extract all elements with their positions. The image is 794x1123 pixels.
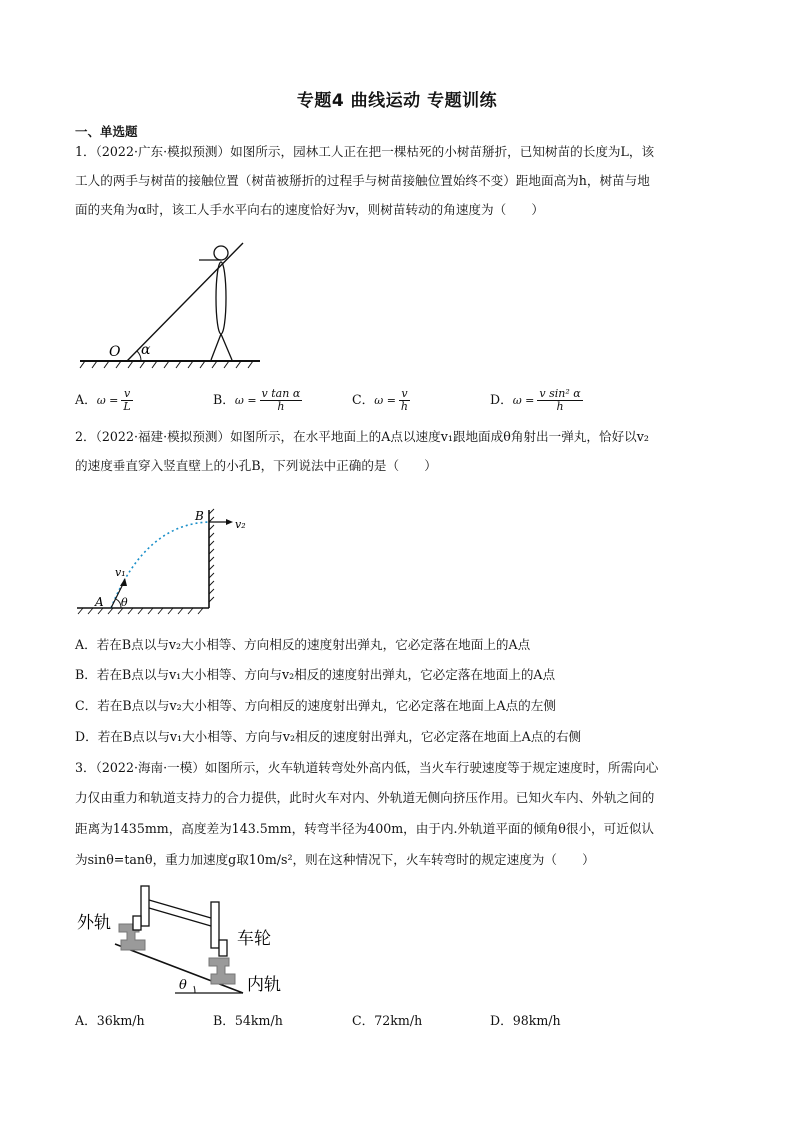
q3-outer-rail-label: 外轨	[77, 913, 111, 933]
q2-option-c[interactable]: C．若在B点以与v₂大小相等、方向相反的速度射出弹丸，它必定落在地面上A点的左侧	[75, 698, 556, 713]
q1-worker-figure	[199, 246, 232, 360]
q3-option-a[interactable]: A．36km/h	[75, 1013, 145, 1028]
q3-line-2: 力仅由重力和轨道支持力的合力提供，此时火车对内、外轨道无侧向挤压作用。已知火车内、外轨之间的	[75, 790, 655, 805]
q2-line-1: 2．（2022·福建·模拟预测）如图所示，在水平地面上的A点以速度v₁跟地面成θ角射出一弹丸，恰好以v₂	[75, 429, 649, 444]
q1-option-d[interactable]: D．ω = $\frac{\text{v sin² α}}{h}$	[490, 387, 581, 413]
q2-v1-arrowhead	[120, 578, 127, 586]
q1-origin-label: O	[109, 344, 121, 360]
q3-wheelset	[133, 886, 227, 956]
q1-line-2: 工人的两手与树苗的接触位置（树苗被掰折的过程手与树苗接触位置始终不变）距地面高为h，树苗与地	[75, 173, 650, 188]
q3-theta-label: θ	[179, 978, 187, 993]
q2-option-d[interactable]: D．若在B点以与v₁大小相等、方向与v₂相反的速度射出弹丸，它必定落在地面上A点的右侧	[75, 729, 582, 744]
q3-angle-arc	[194, 986, 195, 993]
q3-inner-rail-label: 内轨	[247, 975, 281, 995]
q2-v2-label: v₂	[235, 518, 246, 531]
q3-line-1: 3．（2022·海南·一模）如图所示，火车轨道转弯处外高内低，当火车行驶速度等于规定速度时，所需向心	[75, 760, 659, 775]
q3-figure-rail-bank	[75, 878, 305, 998]
q1-option-a[interactable]: A．ω = $\frac{v}{L}$	[75, 387, 131, 413]
q3-option-d[interactable]: D．98km/h	[490, 1013, 561, 1028]
q2-figure-projectile	[75, 500, 255, 618]
q1-option-c[interactable]: C．ω = $\frac{v}{h}$	[352, 387, 409, 413]
q1-line-3: 面的夹角为α时，该工人手水平向右的速度恰好为v，则树苗转动的角速度为（ ）	[75, 202, 544, 217]
q3-line-4: 为sinθ=tanθ，重力加速度g取10m/s²，则在这种情况下，火车转弯时的规定速度为（ ）	[75, 852, 595, 867]
section-heading: 一、单选题	[75, 124, 138, 139]
page-title: 专题4 曲线运动 专题训练	[296, 91, 498, 111]
q3-line-3: 距离为1435mm，高度差为143.5mm，转弯半径为400m，由于内.外轨道平面的倾角θ很小，可近似认	[75, 821, 655, 836]
q3-option-b[interactable]: B．54km/h	[213, 1013, 283, 1028]
q1-option-b[interactable]: B．ω = $\frac{\text{v tan α}}{h}$	[213, 387, 301, 413]
q1-ground-hatch	[80, 361, 253, 368]
q2-theta-label: θ	[121, 596, 128, 609]
q3-wheel-label: 车轮	[237, 929, 271, 949]
q3-option-c[interactable]: C．72km/h	[352, 1013, 423, 1028]
q1-angle-label: α	[141, 342, 151, 358]
q2-option-b[interactable]: B．若在B点以与v₁大小相等、方向与v₂相反的速度射出弹丸，它必定落在地面上的A点	[75, 667, 556, 682]
q2-point-b-label: B	[195, 509, 204, 523]
q2-v1-label: v₁	[115, 566, 126, 579]
q2-point-a-label: A	[95, 595, 104, 609]
q2-option-a[interactable]: A．若在B点以与v₂大小相等、方向相反的速度射出弹丸，它必定落在地面上的A点	[75, 637, 531, 652]
q1-line-1: 1．（2022·广东·模拟预测）如图所示，园林工人正在把一棵枯死的小树苗掰折，已知树苗的长度为L，该	[75, 144, 655, 159]
q2-line-2: 的速度垂直穿入竖直壁上的小孔B，下列说法中正确的是（ ）	[75, 458, 437, 473]
q3-inner-rail-block	[209, 958, 235, 984]
q1-figure-tree-worker	[75, 238, 275, 370]
q2-v2-arrowhead	[226, 519, 233, 525]
